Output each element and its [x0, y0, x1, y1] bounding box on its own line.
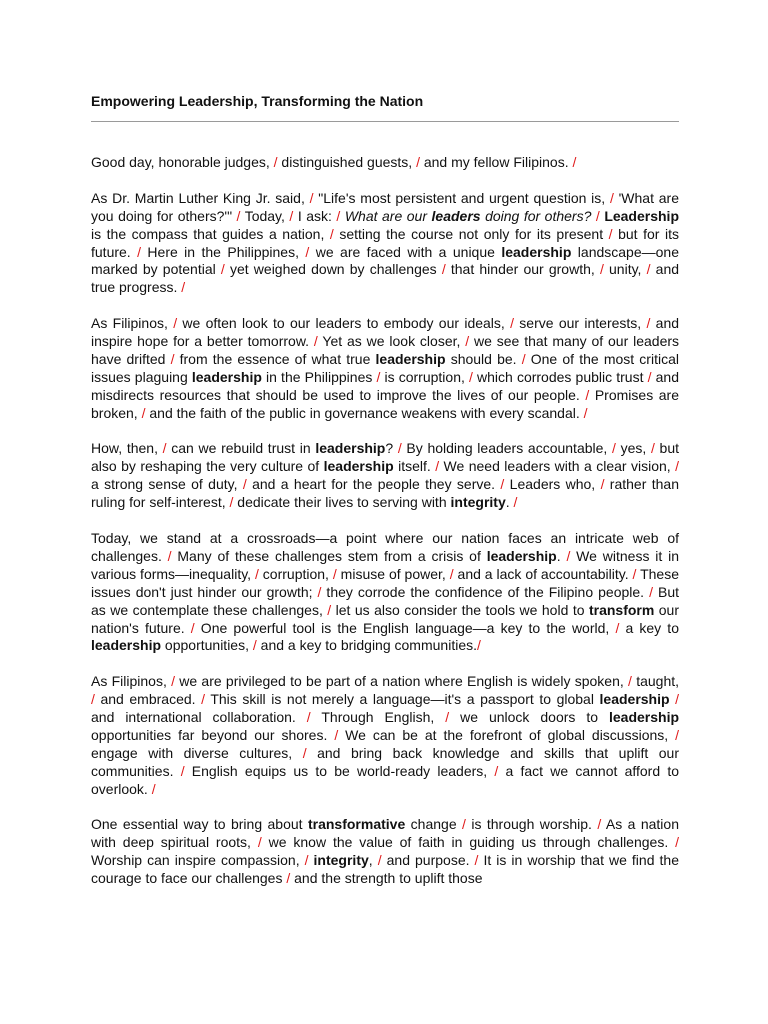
text-run: we are faced with a unique — [309, 243, 502, 260]
pause-marker: / — [302, 744, 307, 761]
text-run: Worship can inspire compassion, — [91, 852, 305, 869]
pause-marker: / — [151, 780, 156, 797]
pause-marker: / — [646, 261, 651, 278]
text-run: One powerful tool is the English language—a key to the world, — [194, 619, 616, 636]
pause-marker: / — [474, 852, 479, 869]
text-run: and the strength to uplift those — [290, 870, 483, 887]
pause-marker: / — [675, 691, 680, 708]
pause-marker: / — [445, 709, 450, 726]
text-run: that hinder our growth, — [445, 261, 600, 278]
text-run: opportunities, — [161, 637, 253, 654]
text-run: we see that many of our leaders have drifted — [91, 333, 680, 367]
emphasis-keyword: leadership — [375, 350, 446, 367]
text-run: Through English, — [310, 709, 446, 726]
text-run: I ask: — [293, 207, 337, 224]
text-run: and inspire hope for a better tomorrow. — [91, 315, 680, 350]
title-divider — [91, 121, 679, 122]
text-run: As Filipinos, — [91, 673, 172, 690]
pause-marker: / — [181, 279, 186, 296]
text-run: is corruption, — [380, 368, 470, 385]
emphasis-keyword: leadership — [191, 368, 262, 385]
text-run: Today, we stand at a crossroads—a point where our nation faces an intricate web of challenges. — [91, 529, 679, 564]
pause-marker: / — [608, 225, 613, 242]
text-run: is the compass that guides a nation, — [91, 225, 330, 242]
text-run: It is in worship that we find the courage to face our challenges — [91, 852, 679, 887]
text-run: English equips us to be world-ready leaders, — [184, 762, 495, 779]
pause-marker: / — [229, 494, 234, 511]
pause-marker: / — [141, 404, 146, 421]
pause-marker: / — [649, 583, 653, 600]
text-run: Leaders who, — [504, 476, 601, 493]
text-run: yet weighed down by challenges — [224, 261, 442, 278]
pause-marker: / — [435, 458, 440, 475]
text-run: our nation's future. — [91, 601, 679, 636]
pause-marker: / — [162, 440, 167, 457]
pause-marker: / — [242, 476, 247, 493]
text-run: Yet as we look closer, — [317, 333, 466, 350]
pause-marker: / — [416, 154, 420, 170]
text-run: a fact we cannot afford to overlook. — [91, 762, 680, 797]
pause-marker: / — [397, 440, 402, 457]
text-run: we know the value of faith in guiding us through challenges. — [261, 834, 676, 851]
pause-marker: / — [595, 207, 600, 224]
pause-marker: / — [465, 333, 470, 350]
emphasis-keyword: Leadership — [604, 207, 680, 224]
pause-marker: / — [167, 547, 172, 564]
text-run: "Life's most persistent and urgent question is, — [313, 189, 610, 206]
text-run: and embraced. — [94, 691, 202, 708]
pause-marker: / — [510, 315, 514, 332]
pause-marker: / — [441, 261, 446, 278]
text-run: dedicate their lives to serving with — [233, 494, 451, 511]
text-run: Promises are broken, — [91, 386, 680, 421]
pause-marker: / — [572, 154, 577, 170]
text-run: corruption, — [258, 565, 333, 582]
pause-marker: / — [628, 673, 632, 690]
text-run: This skill is not merely a language—it's a passport to global — [205, 691, 600, 708]
pause-marker: / — [597, 816, 602, 833]
pause-marker: / — [376, 368, 381, 385]
pause-marker: / — [257, 834, 262, 851]
text-run: We witness it in various forms—inequality, — [91, 547, 680, 582]
pause-marker: / — [377, 852, 382, 869]
pause-marker: / — [289, 207, 294, 224]
text-run: Many of these challenges stem from a crisis of — [171, 547, 487, 564]
pause-marker: / — [327, 601, 332, 618]
text-run: As Dr. Martin Luther King Jr. said, — [91, 189, 310, 206]
text-run: and a heart for the people they serve. — [246, 476, 501, 493]
text-run: misuse of power, — [336, 565, 450, 582]
pause-marker: / — [306, 709, 311, 726]
italic-text: doing for others? — [480, 207, 592, 224]
pause-marker: / — [137, 243, 141, 260]
text-run: setting the course not only for its present — [333, 225, 609, 242]
text-run: By holding leaders accountable, — [401, 440, 612, 457]
paragraph-1 — [91, 154, 679, 172]
text-run: One essential way to bring about — [91, 816, 308, 833]
text-run: but for its future. — [91, 225, 680, 260]
pause-marker: / — [304, 852, 309, 869]
emphasis-keyword: leadership — [91, 637, 162, 654]
text-run: we often look to our leaders to embody our ideals, — [177, 315, 511, 332]
text-run: itself. — [393, 458, 436, 475]
paragraph-6 — [91, 673, 679, 798]
text-run: unity, — [603, 261, 647, 278]
pause-marker: / — [336, 207, 341, 224]
text-run: and misdirects resources that should be used to improve the lives of our people. — [91, 368, 679, 403]
text-run: Today, — [240, 207, 290, 224]
pause-marker: / — [236, 207, 241, 224]
pause-marker: / — [180, 762, 185, 779]
text-run: But as we contemplate these challenges, — [91, 583, 679, 618]
pause-marker: / — [566, 547, 571, 564]
text-run: and my fellow Filipinos. — [419, 154, 573, 170]
text-run: in the Philippines — [261, 368, 377, 385]
text-run: a strong sense of duty, — [91, 476, 243, 493]
document-body — [91, 154, 679, 888]
pause-marker: / — [675, 458, 680, 475]
text-run: , — [368, 852, 378, 869]
emphasis-keyword: leadership — [315, 440, 386, 457]
pause-marker: / — [521, 350, 526, 367]
pause-marker: / — [190, 619, 195, 636]
pause-marker: / — [170, 350, 175, 367]
text-run: . — [556, 547, 567, 564]
emphasis-keyword-italic: leaders — [431, 207, 481, 224]
italic-text: What are our — [344, 207, 432, 224]
pause-marker: / — [317, 583, 322, 600]
emphasis-keyword: transform — [588, 601, 655, 618]
emphasis-keyword: leadership — [599, 691, 670, 708]
pause-marker: / — [615, 619, 620, 636]
pause-marker: / — [91, 691, 95, 708]
text-run: distinguished guests, — [277, 154, 417, 170]
paragraph-3 — [91, 315, 679, 422]
text-run: As a nation with deep spiritual roots, — [91, 816, 679, 851]
pause-marker: / — [305, 243, 310, 260]
text-run: 'What are you doing for others?'" — [91, 189, 679, 224]
paragraph-5 — [91, 530, 679, 655]
pause-marker: / — [173, 315, 178, 332]
emphasis-keyword: transformative — [307, 816, 406, 833]
pause-marker: / — [675, 834, 679, 851]
pause-marker: / — [286, 870, 291, 887]
pause-marker: / — [171, 673, 175, 690]
text-run: from the essence of what true — [174, 350, 376, 367]
text-run: Good day, honorable judges, — [91, 154, 274, 170]
text-run: taught, — [631, 673, 680, 690]
emphasis-keyword: leadership — [486, 547, 557, 564]
text-run: and purpose. — [381, 852, 475, 869]
pause-marker: / — [477, 637, 481, 654]
text-run: rather than ruling for self-interest, — [91, 476, 679, 511]
text-run: and true progress. — [91, 261, 680, 296]
pause-marker: / — [273, 154, 278, 170]
text-run: How, then, — [91, 440, 163, 457]
text-run: we unlock doors to — [449, 709, 609, 726]
pause-marker: / — [494, 762, 499, 779]
emphasis-keyword: leadership — [501, 243, 572, 260]
text-run: We can be at the forefront of global discussions, — [338, 726, 676, 743]
text-run: These issues don't just hinder our growth; — [91, 565, 679, 600]
text-run: yes, — [615, 440, 651, 457]
text-run: and a key to bridging communities. — [256, 637, 477, 654]
pause-marker: / — [220, 261, 225, 278]
paragraph-2 — [91, 190, 679, 297]
pause-marker: / — [449, 565, 454, 582]
pause-marker: / — [675, 726, 680, 743]
pause-marker: / — [583, 404, 588, 421]
text-run: a key to — [619, 619, 679, 636]
text-run: . — [505, 494, 514, 511]
pause-marker: / — [500, 476, 505, 493]
pause-marker: / — [647, 368, 652, 385]
paragraph-7 — [91, 816, 679, 888]
text-run: engage with diverse cultures, — [91, 744, 303, 761]
text-run: One of the most critical issues plaguing — [91, 350, 679, 385]
pause-marker: / — [334, 726, 339, 743]
pause-marker: / — [646, 315, 651, 332]
text-run: let us also consider the tools we hold to — [331, 601, 589, 618]
pause-marker: / — [329, 225, 334, 242]
pause-marker: / — [309, 189, 314, 206]
text-run: As Filipinos, — [91, 315, 174, 332]
text-run: opportunities far beyond our shores. — [91, 726, 335, 743]
text-run: and the faith of the public in governance weakens with every scandal. — [145, 404, 584, 421]
pause-marker: / — [600, 476, 605, 493]
document-title: Empowering Leadership, Transforming the Nation — [91, 93, 424, 109]
pause-marker: / — [585, 386, 590, 403]
emphasis-keyword: leadership — [323, 458, 394, 475]
pause-marker: / — [462, 816, 466, 833]
text-run: we are privileged to be part of a nation where English is widely spoken, — [175, 673, 629, 690]
text-run: and a lack of accountability. — [453, 565, 633, 582]
text-run: landscape—one marked by potential — [91, 243, 679, 278]
text-run: and bring back knowledge and skills that uplift our communities. — [91, 744, 679, 779]
text-run: and international collaboration. — [91, 709, 307, 726]
pause-marker: / — [252, 637, 257, 654]
text-run: can we rebuild trust in — [166, 440, 316, 457]
pause-marker: / — [650, 440, 655, 457]
text-run: they corrode the confidence of the Filipino people. — [321, 583, 650, 600]
text-run: is through worship. — [465, 816, 598, 833]
text-run: change — [405, 816, 463, 833]
emphasis-keyword: integrity — [313, 852, 369, 869]
pause-marker: / — [332, 565, 337, 582]
emphasis-keyword: integrity — [450, 494, 506, 511]
text-run: ? — [385, 440, 398, 457]
paragraph-4 — [91, 440, 679, 512]
pause-marker: / — [599, 261, 604, 278]
text-run: but also by reshaping the very culture of — [91, 440, 679, 475]
pause-marker: / — [612, 440, 616, 457]
text-run: serve our interests, — [514, 315, 647, 332]
pause-marker: / — [609, 189, 614, 206]
emphasis-keyword: leadership — [608, 709, 680, 726]
pause-marker: / — [632, 565, 637, 582]
text-run: Here in the Philippines, — [141, 243, 306, 260]
pause-marker: / — [513, 494, 518, 511]
pause-marker: / — [313, 333, 318, 350]
text-run: should be. — [445, 350, 522, 367]
pause-marker: / — [254, 565, 259, 582]
text-run: We need leaders with a clear vision, — [439, 458, 676, 475]
pause-marker: / — [469, 368, 473, 385]
pause-marker: / — [201, 691, 205, 708]
text-run: which corrodes public trust — [472, 368, 648, 385]
